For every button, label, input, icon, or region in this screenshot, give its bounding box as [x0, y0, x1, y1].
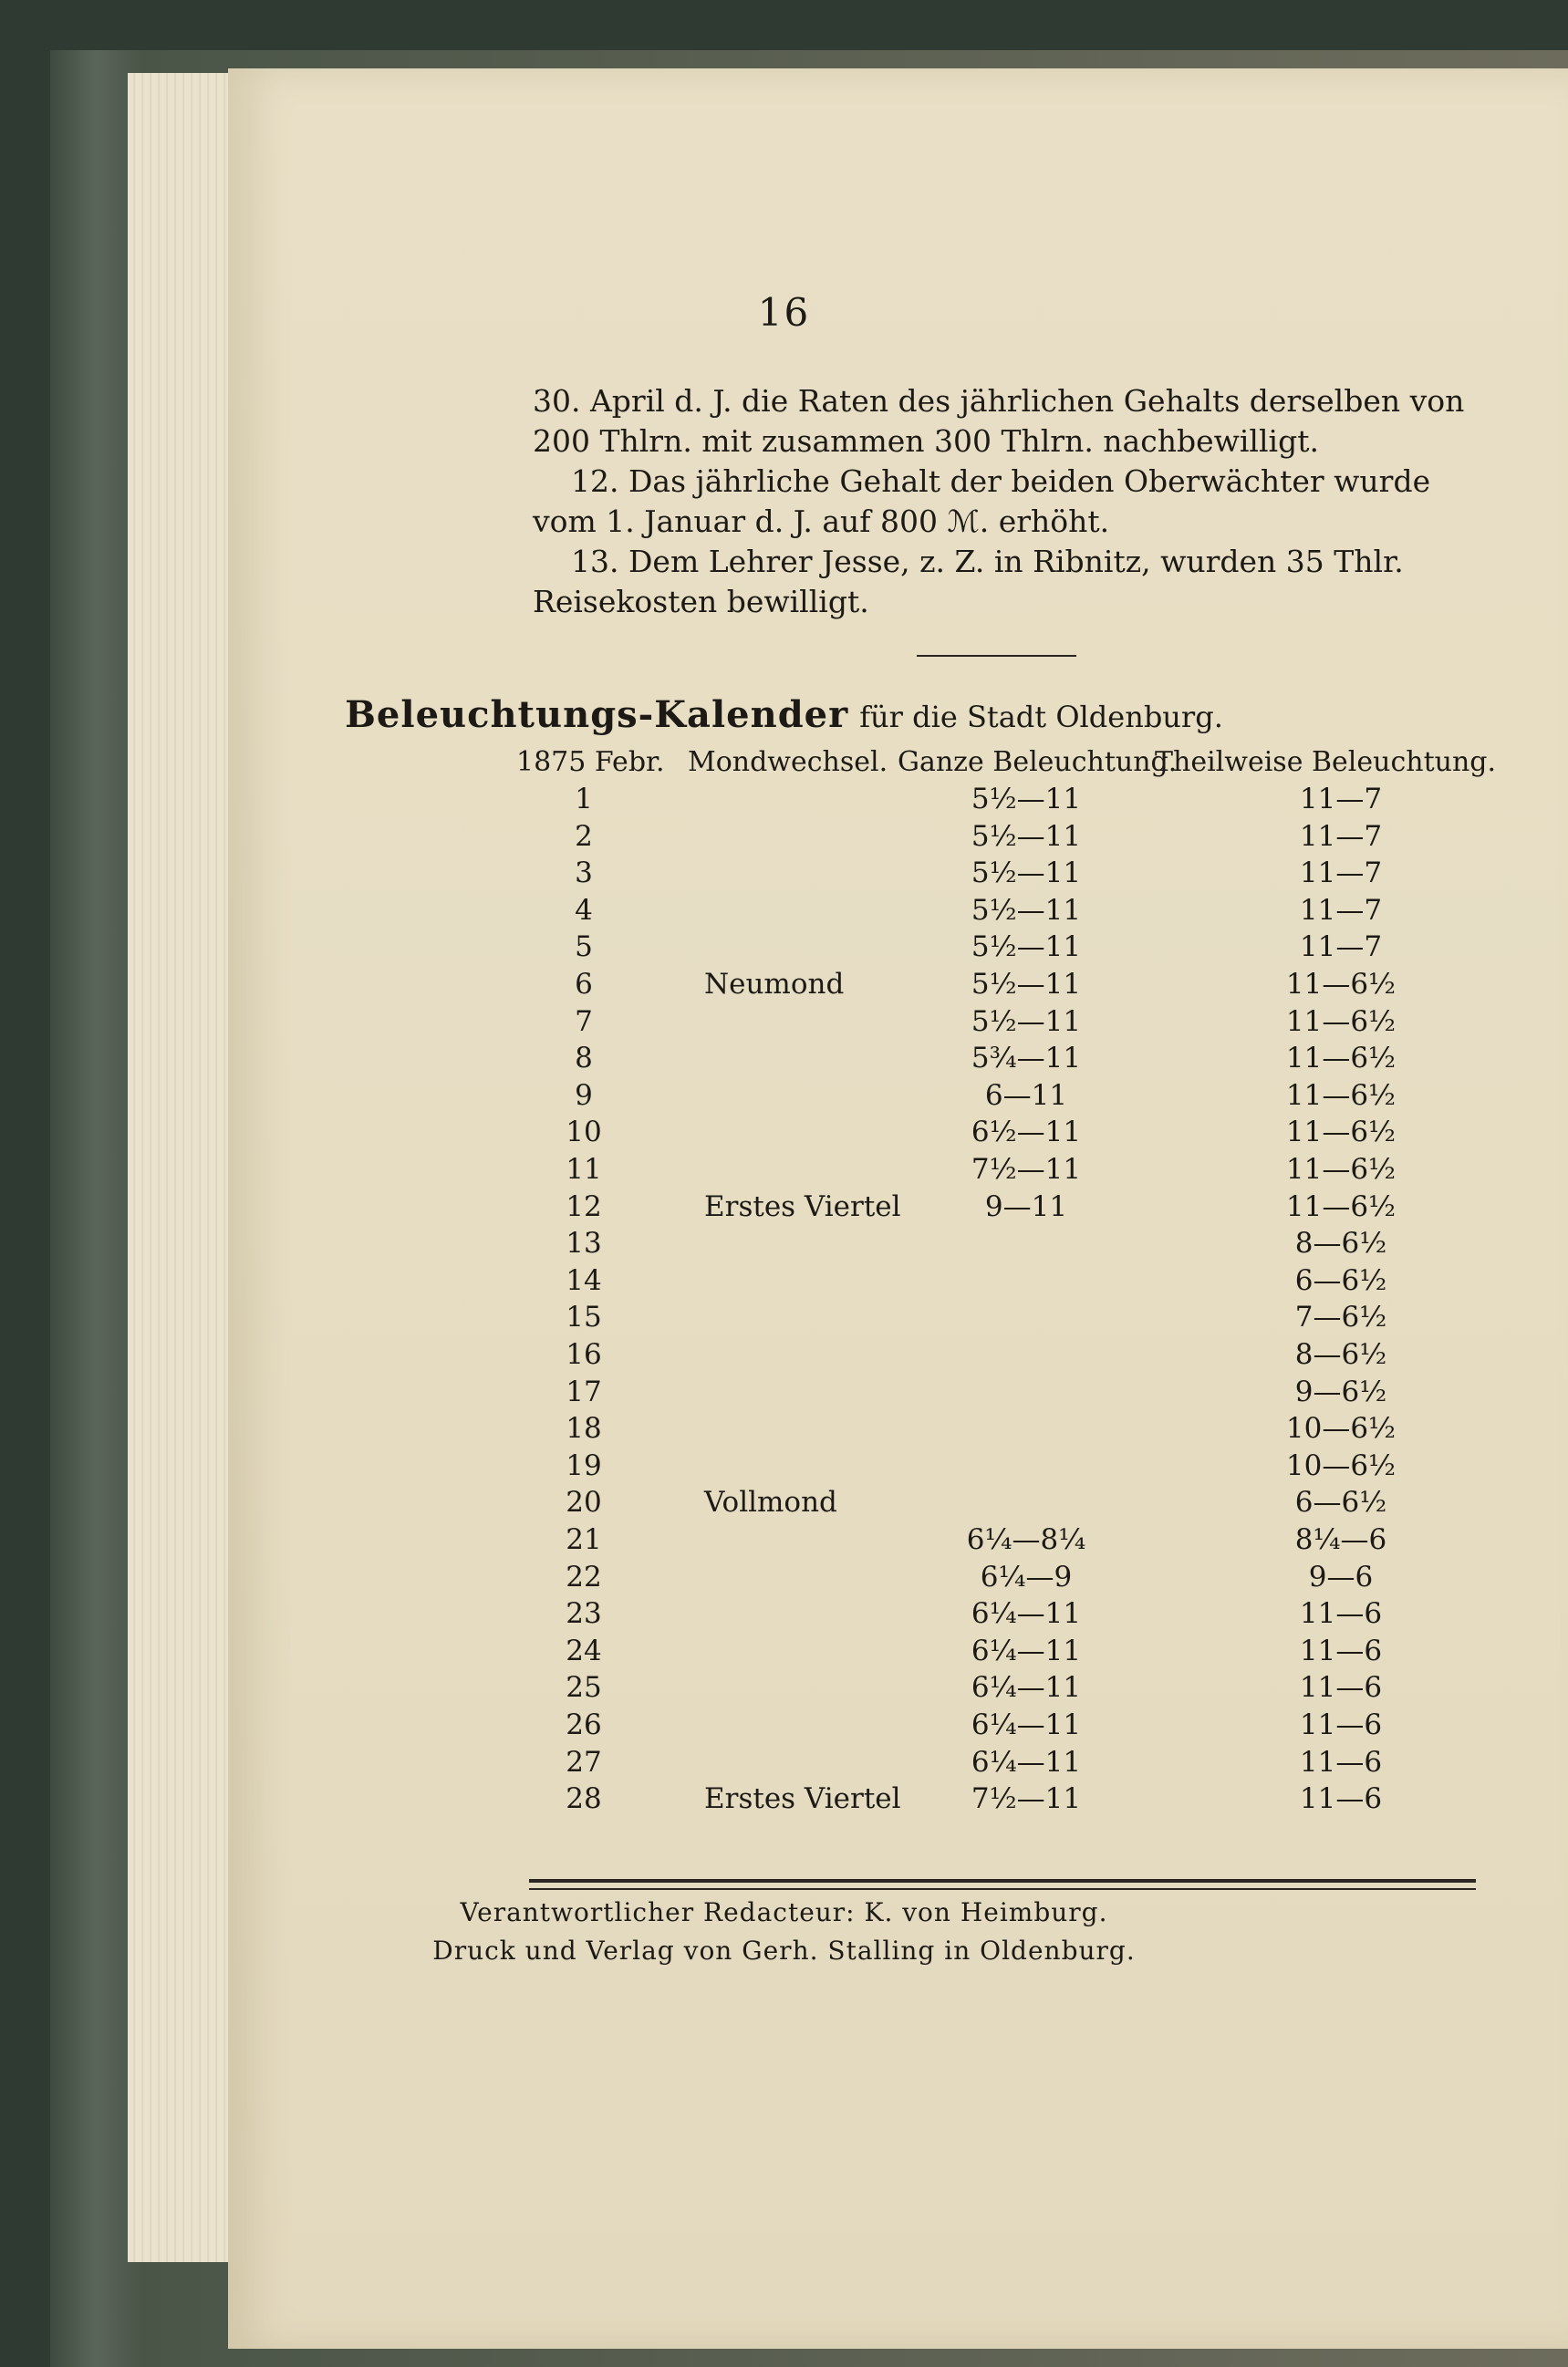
full-lighting-cell: 5½—11 [971, 893, 1082, 927]
intro-line-text: vom 1. Januar d. J. auf 800 ℳ. erhöht. [533, 504, 1110, 539]
table-row [0, 1338, 1568, 1375]
table-row [0, 783, 1568, 819]
day-cell: 9 [575, 1078, 593, 1112]
day-cell: 24 [566, 1634, 602, 1667]
footer-rule-thin [529, 1888, 1476, 1890]
day-cell: 25 [566, 1671, 602, 1705]
partial-lighting-cell: 11—7 [1299, 856, 1383, 890]
intro-paragraph [533, 381, 1477, 622]
day-cell: 19 [566, 1448, 602, 1482]
partial-lighting-cell: 6—6½ [1294, 1263, 1387, 1297]
partial-lighting-cell: 8—6½ [1294, 1338, 1387, 1371]
partial-lighting-cell: 10—6½ [1285, 1412, 1397, 1446]
section-divider [917, 655, 1076, 657]
partial-lighting-cell: 8—6½ [1294, 1227, 1387, 1261]
full-lighting-cell: 5½—11 [971, 930, 1082, 964]
intro-line [533, 381, 1477, 421]
partial-lighting-cell: 9—6 [1308, 1560, 1374, 1594]
table-row [0, 1301, 1568, 1337]
footer-editor: Verantwortlicher Redacteur: K. von Heimburg. [460, 1897, 1108, 1927]
day-cell: 23 [566, 1597, 602, 1631]
moon-phase-cell: Neumond [704, 968, 845, 1001]
full-lighting-cell: 6¼—11 [971, 1708, 1082, 1741]
full-lighting-cell: 6—11 [984, 1078, 1068, 1112]
intro-line-text: Reisekosten bewilligt. [533, 584, 869, 619]
day-cell: 10 [566, 1116, 602, 1149]
full-lighting-cell: 7½—11 [971, 1782, 1082, 1816]
table-row [0, 1153, 1568, 1189]
table-row [0, 1597, 1568, 1634]
partial-lighting-cell: 11—7 [1299, 930, 1383, 964]
partial-lighting-cell: 11—7 [1299, 819, 1383, 853]
table-row [0, 1523, 1568, 1560]
day-cell: 13 [566, 1227, 602, 1261]
full-lighting-cell: 5½—11 [971, 968, 1082, 1001]
table-row [0, 1190, 1568, 1227]
partial-lighting-cell: 9—6½ [1294, 1375, 1387, 1408]
partial-lighting-cell: 8¼—6 [1294, 1523, 1387, 1556]
partial-lighting-cell: 11—7 [1299, 783, 1383, 815]
day-cell: 21 [566, 1523, 602, 1556]
partial-lighting-cell: 11—6 [1299, 1782, 1383, 1816]
partial-lighting-cell: 11—6½ [1285, 1153, 1397, 1186]
day-cell: 11 [566, 1153, 602, 1186]
day-cell: 27 [566, 1745, 602, 1779]
intro-line [533, 582, 1477, 622]
day-cell: 4 [575, 893, 593, 927]
header-year-month: 1875 Febr. [516, 746, 665, 778]
intro-line [533, 542, 1477, 582]
full-lighting-cell: 6¼—11 [971, 1597, 1082, 1631]
day-cell: 15 [566, 1301, 602, 1334]
partial-lighting-cell: 11—6 [1299, 1745, 1383, 1779]
intro-line [533, 462, 1477, 502]
intro-line-text: 30. April d. J. die Raten des jährlichen Gehalts derselben von [533, 383, 1465, 419]
full-lighting-cell: 5¾—11 [971, 1042, 1082, 1075]
table-row [0, 1116, 1568, 1152]
intro-line-text: 13. Dem Lehrer Jesse, z. Z. in Ribnitz, wurden 35 Thlr. [571, 544, 1404, 579]
footer-rule-thick [529, 1879, 1476, 1883]
full-lighting-cell: 7½—11 [971, 1153, 1082, 1186]
intro-line-text: 12. Das jährliche Gehalt der beiden Oberwächter wurde [571, 463, 1431, 499]
intro-line [533, 421, 1477, 462]
table-row [0, 1449, 1568, 1486]
table-row [0, 1486, 1568, 1522]
day-cell: 8 [575, 1042, 593, 1075]
table-row [0, 968, 1568, 1004]
full-lighting-cell: 6½—11 [971, 1116, 1082, 1149]
partial-lighting-cell: 11—6½ [1285, 1078, 1397, 1112]
table-row [0, 1412, 1568, 1448]
day-cell: 26 [566, 1708, 602, 1741]
table-row [0, 894, 1568, 930]
calendar-title-main: Beleuchtungs-Kalender [345, 693, 849, 736]
intro-line [533, 502, 1477, 542]
table-row [0, 1227, 1568, 1263]
day-cell: 20 [566, 1486, 602, 1520]
table-row [0, 1079, 1568, 1116]
day-cell: 1 [575, 783, 593, 815]
moon-phase-cell: Vollmond [704, 1486, 837, 1520]
day-cell: 3 [575, 856, 593, 890]
day-cell: 28 [566, 1782, 602, 1816]
header-moon-phase: Mondwechsel. [688, 746, 888, 778]
table-row [0, 1005, 1568, 1042]
day-cell: 18 [566, 1412, 602, 1446]
table-row [0, 856, 1568, 893]
day-cell: 17 [566, 1375, 602, 1408]
partial-lighting-cell: 11—6½ [1285, 1042, 1397, 1075]
table-row [0, 1264, 1568, 1301]
table-row [0, 1671, 1568, 1708]
partial-lighting-cell: 11—6½ [1285, 1116, 1397, 1149]
partial-lighting-cell: 10—6½ [1285, 1448, 1397, 1482]
moon-phase-cell: Erstes Viertel [704, 1189, 901, 1223]
full-lighting-cell: 6¼—11 [971, 1671, 1082, 1705]
day-cell: 2 [575, 819, 593, 853]
table-row [0, 1708, 1568, 1745]
full-lighting-cell: 6¼—9 [980, 1560, 1073, 1594]
partial-lighting-cell: 11—6 [1299, 1597, 1383, 1631]
day-cell: 5 [575, 930, 593, 964]
full-lighting-cell: 5½—11 [971, 1004, 1082, 1038]
table-row [0, 1042, 1568, 1078]
header-partial-lighting: Theilweise Beleuchtung. [1155, 746, 1497, 778]
day-cell: 12 [566, 1189, 602, 1223]
partial-lighting-cell: 11—6½ [1285, 968, 1397, 1001]
table-row [0, 930, 1568, 967]
partial-lighting-cell: 11—6½ [1285, 1189, 1397, 1223]
calendar-table-header [516, 746, 1497, 783]
full-lighting-cell: 5½—11 [971, 856, 1082, 890]
footer-publisher: Druck und Verlag von Gerh. Stalling in Oldenburg. [432, 1936, 1136, 1966]
full-lighting-cell: 5½—11 [971, 783, 1082, 815]
full-lighting-cell: 9—11 [984, 1189, 1068, 1223]
day-cell: 16 [566, 1338, 602, 1371]
full-lighting-cell: 5½—11 [971, 819, 1082, 853]
day-cell: 14 [566, 1263, 602, 1297]
full-lighting-cell: 6¼—11 [971, 1745, 1082, 1779]
table-row [0, 1376, 1568, 1412]
day-cell: 7 [575, 1004, 593, 1038]
calendar-title [0, 693, 1568, 736]
table-row [0, 1635, 1568, 1671]
page-number: 16 [757, 290, 811, 335]
table-row [0, 820, 1568, 856]
intro-line-text: 200 Thlrn. mit zusammen 300 Thlrn. nachbewilligt. [533, 423, 1319, 459]
moon-phase-cell: Erstes Viertel [704, 1782, 901, 1816]
table-row [0, 1561, 1568, 1597]
table-row [0, 1782, 1568, 1819]
day-cell: 22 [566, 1560, 602, 1594]
partial-lighting-cell: 6—6½ [1294, 1486, 1387, 1520]
full-lighting-cell: 6¼—8¼ [966, 1523, 1086, 1556]
partial-lighting-cell: 11—6 [1299, 1671, 1383, 1705]
full-lighting-cell: 6¼—11 [971, 1634, 1082, 1667]
partial-lighting-cell: 11—6 [1299, 1634, 1383, 1667]
table-row [0, 1746, 1568, 1782]
header-full-lighting: Ganze Beleuchtung. [898, 746, 1178, 778]
day-cell: 6 [575, 968, 593, 1001]
partial-lighting-cell: 11—6 [1299, 1708, 1383, 1741]
calendar-title-suffix: für die Stadt Oldenburg. [859, 700, 1223, 734]
partial-lighting-cell: 7—6½ [1294, 1301, 1387, 1334]
partial-lighting-cell: 11—7 [1299, 893, 1383, 927]
partial-lighting-cell: 11—6½ [1285, 1004, 1397, 1038]
